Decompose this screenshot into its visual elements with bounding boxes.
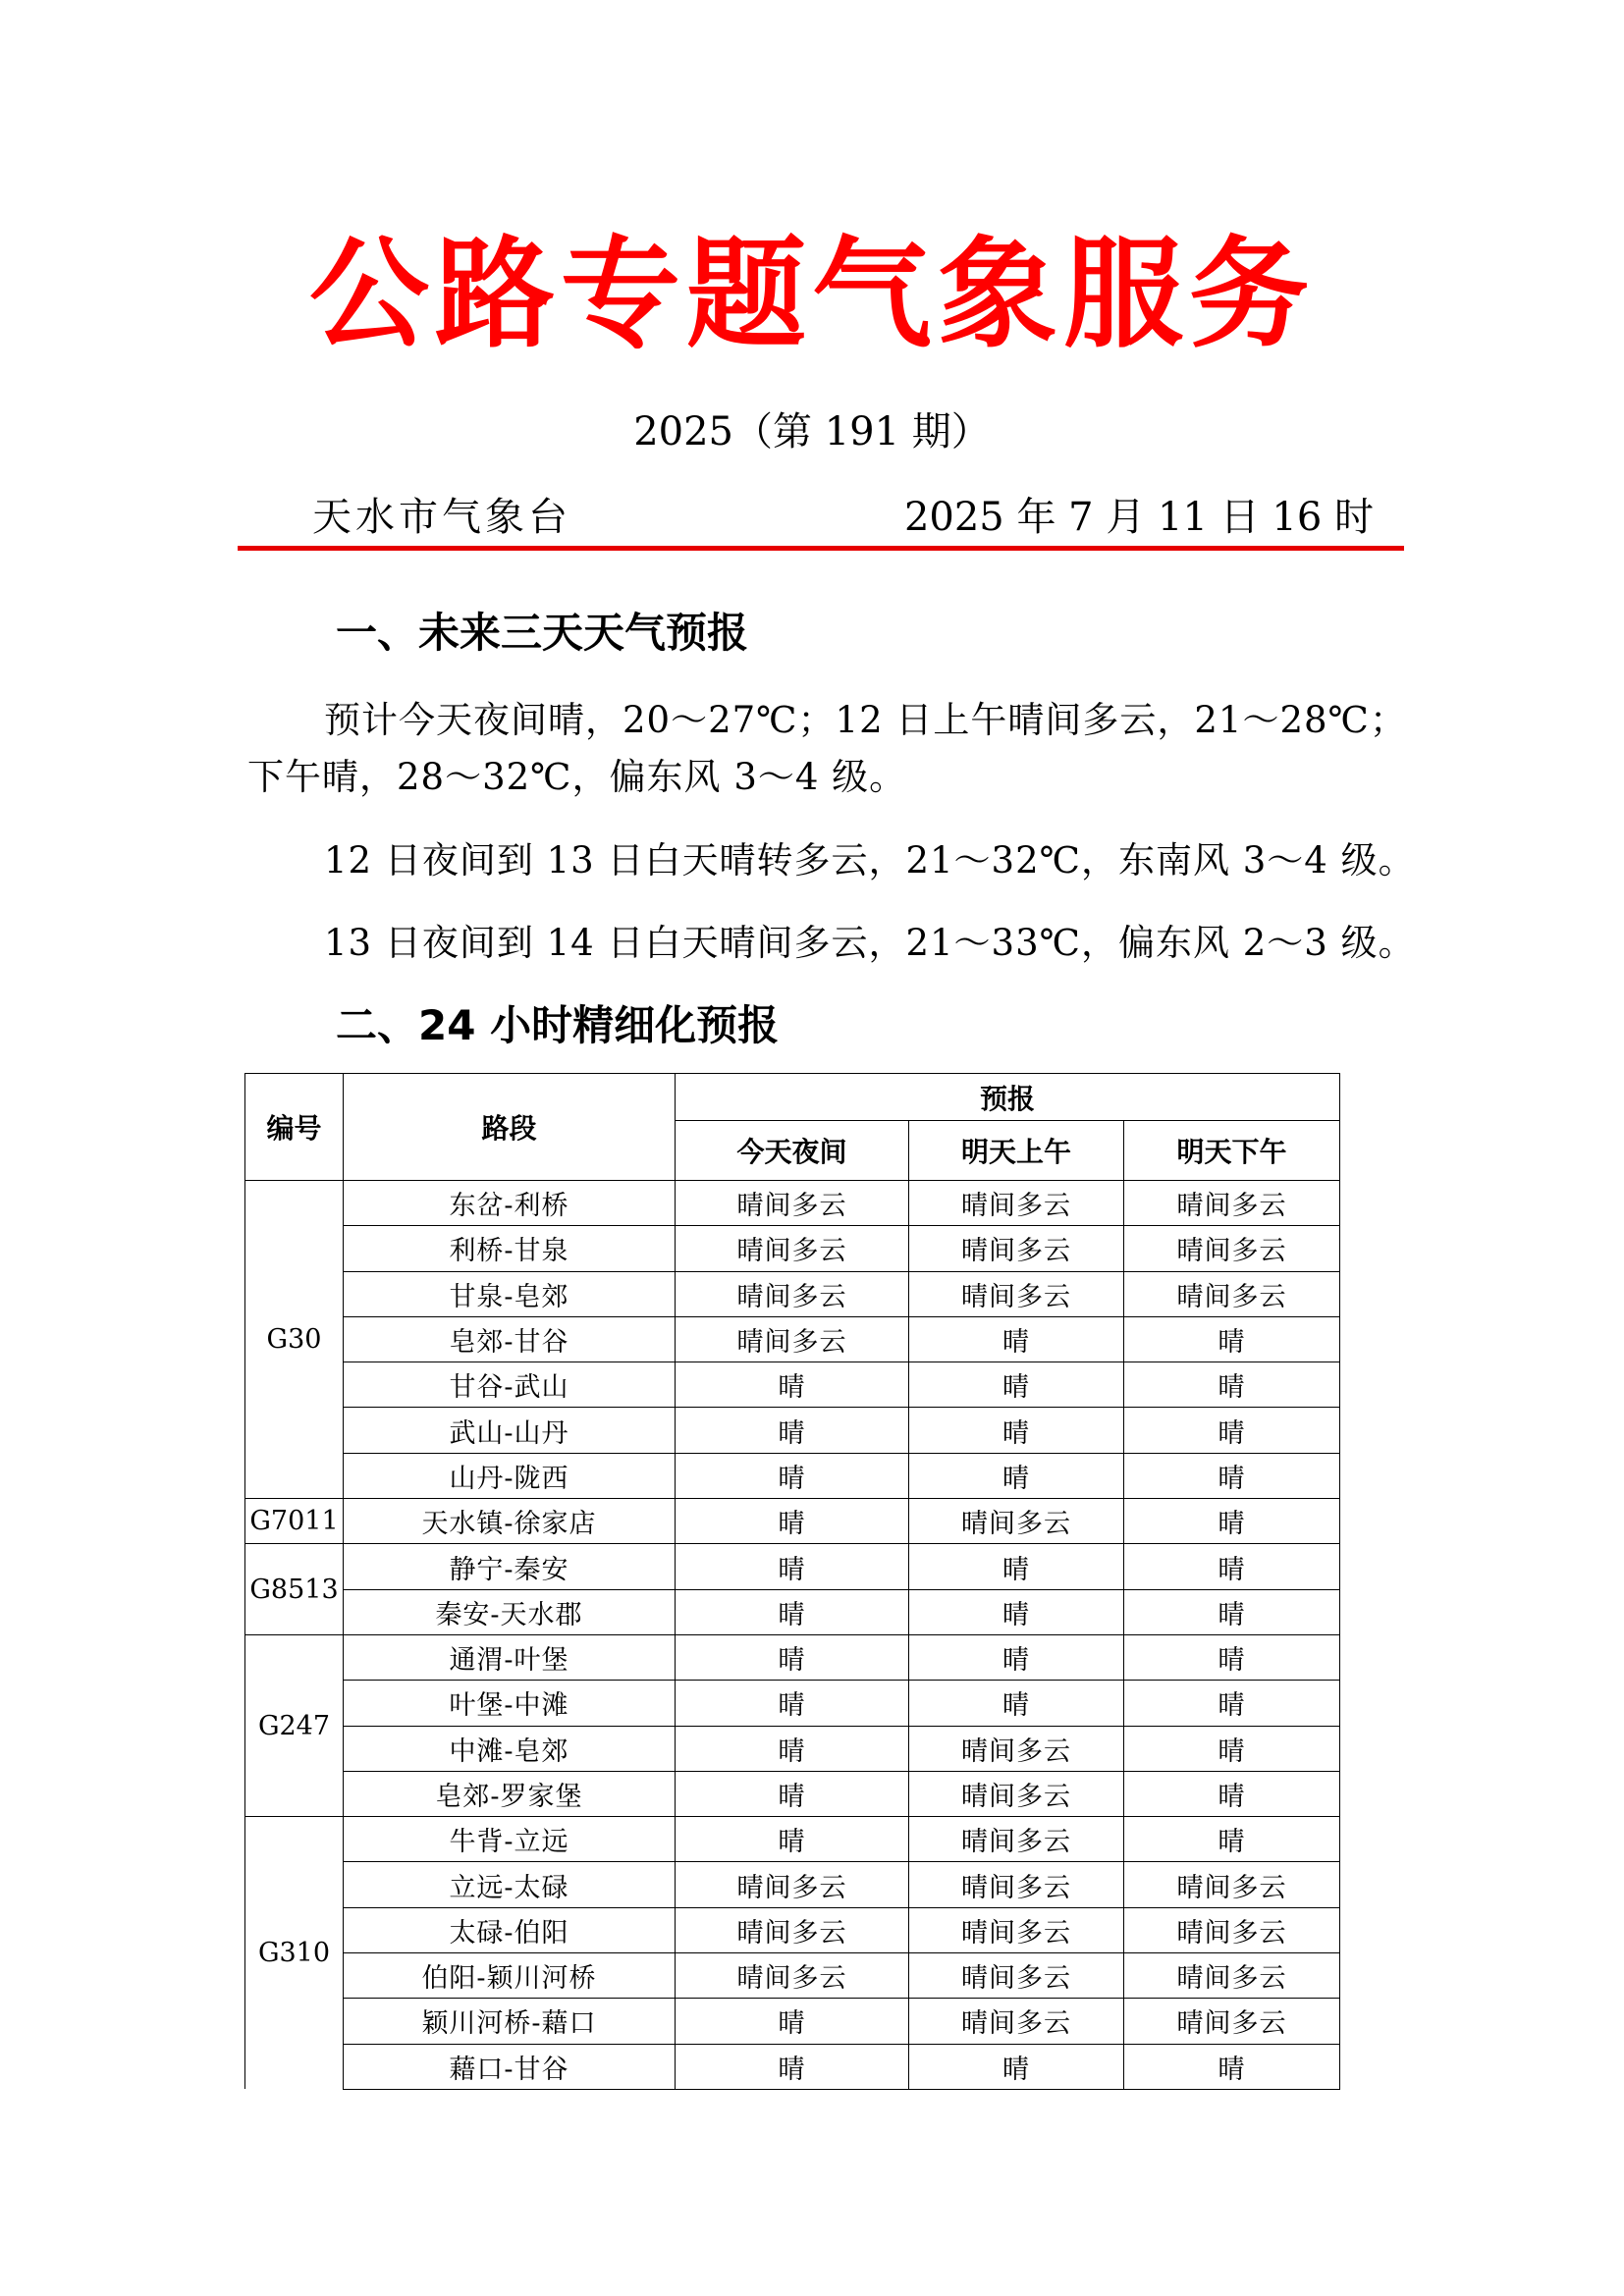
- section-heading-forecast-3day: 一、未来三天天气预报: [336, 609, 749, 657]
- header-forecast: 预报: [676, 1074, 1340, 1121]
- road-segment-cell: 通渭-叶堡: [344, 1634, 676, 1680]
- road-code-cell: G7011: [245, 1499, 344, 1544]
- tomorrow-pm-forecast-cell: 晴间多云: [1124, 1271, 1340, 1316]
- table-row: [245, 1544, 1340, 1589]
- red-divider-line: [238, 546, 1404, 551]
- tomorrow-pm-forecast-cell: 晴: [1124, 1453, 1340, 1498]
- tomorrow-pm-forecast-cell: 晴: [1124, 2044, 1340, 2089]
- table-body: [245, 1181, 1340, 2090]
- tonight-forecast-cell: 晴间多云: [676, 1181, 909, 1226]
- road-segment-cell: 秦安-天水郡: [344, 1589, 676, 1634]
- tonight-forecast-cell: 晴: [676, 1634, 909, 1680]
- road-forecast-table: [244, 1073, 1340, 2090]
- tomorrow-am-forecast-cell: 晴间多云: [909, 1226, 1124, 1271]
- tomorrow-pm-forecast-cell: 晴: [1124, 1634, 1340, 1680]
- tomorrow-am-forecast-cell: 晴: [909, 1453, 1124, 1498]
- tomorrow-am-forecast-cell: 晴间多云: [909, 1181, 1124, 1226]
- tomorrow-am-forecast-cell: 晴: [909, 1316, 1124, 1362]
- table-row: [245, 1634, 1340, 1680]
- forecast-paragraph-3: 13 日夜间到 14 日白天晴间多云，21～33℃，偏东风 2～3 级。: [324, 922, 1416, 964]
- table-row: [245, 1408, 1340, 1453]
- header-tomorrow-am: 明天上午: [909, 1121, 1124, 1181]
- tomorrow-pm-forecast-cell: 晴: [1124, 1362, 1340, 1408]
- road-segment-cell: 甘谷-武山: [344, 1362, 676, 1408]
- tonight-forecast-cell: 晴间多云: [676, 1862, 909, 1907]
- tomorrow-am-forecast-cell: 晴: [909, 1634, 1124, 1680]
- table-row: [245, 1181, 1340, 1226]
- tomorrow-am-forecast-cell: 晴间多云: [909, 1771, 1124, 1816]
- tomorrow-pm-forecast-cell: 晴间多云: [1124, 1226, 1340, 1271]
- header-code: 编号: [245, 1074, 344, 1181]
- tomorrow-am-forecast-cell: 晴间多云: [909, 1499, 1124, 1544]
- tonight-forecast-cell: 晴: [676, 1362, 909, 1408]
- road-segment-cell: 武山-山丹: [344, 1408, 676, 1453]
- road-segment-cell: 伯阳-颖川河桥: [344, 1953, 676, 1999]
- header-tomorrow-pm: 明天下午: [1124, 1121, 1340, 1181]
- tonight-forecast-cell: 晴: [676, 1726, 909, 1771]
- road-segment-cell: 藉口-甘谷: [344, 2044, 676, 2089]
- tomorrow-am-forecast-cell: 晴: [909, 1681, 1124, 1726]
- road-code-cell: G247: [245, 1634, 344, 1816]
- tonight-forecast-cell: 晴: [676, 1589, 909, 1634]
- tomorrow-pm-forecast-cell: 晴: [1124, 1771, 1340, 1816]
- tomorrow-am-forecast-cell: 晴间多云: [909, 1999, 1124, 2044]
- tomorrow-pm-forecast-cell: 晴间多云: [1124, 1999, 1340, 2044]
- tonight-forecast-cell: 晴: [676, 2044, 909, 2089]
- road-segment-cell: 山丹-陇西: [344, 1453, 676, 1498]
- tomorrow-am-forecast-cell: 晴: [909, 1589, 1124, 1634]
- issuer-name: 天水市气象台: [312, 495, 571, 540]
- section-heading-24h-forecast: 二、24 小时精细化预报: [336, 1001, 780, 1049]
- road-segment-cell: 立远-太碌: [344, 1862, 676, 1907]
- tonight-forecast-cell: 晴: [676, 1453, 909, 1498]
- forecast-paragraph-1: 预计今天夜间晴，20～27℃；12 日上午晴间多云，21～28℃；: [324, 699, 1407, 741]
- tomorrow-am-forecast-cell: 晴: [909, 1544, 1124, 1589]
- table-row: [245, 1862, 1340, 1907]
- tomorrow-am-forecast-cell: 晴间多云: [909, 1817, 1124, 1862]
- tomorrow-pm-forecast-cell: 晴: [1124, 1544, 1340, 1589]
- table-row: [245, 1681, 1340, 1726]
- header-segment: 路段: [344, 1074, 676, 1181]
- tonight-forecast-cell: 晴: [676, 1681, 909, 1726]
- tonight-forecast-cell: 晴: [676, 1408, 909, 1453]
- tomorrow-am-forecast-cell: 晴间多云: [909, 1862, 1124, 1907]
- tomorrow-am-forecast-cell: 晴: [909, 1362, 1124, 1408]
- tomorrow-am-forecast-cell: 晴: [909, 2044, 1124, 2089]
- road-segment-cell: 天水镇-徐家店: [344, 1499, 676, 1544]
- tonight-forecast-cell: 晴: [676, 1499, 909, 1544]
- road-segment-cell: 利桥-甘泉: [344, 1226, 676, 1271]
- forecast-paragraph-2: 12 日夜间到 13 日白天晴转多云，21～32℃，东南风 3～4 级。: [324, 839, 1416, 881]
- table-row: [245, 1271, 1340, 1316]
- tonight-forecast-cell: 晴: [676, 1771, 909, 1816]
- header-tonight: 今天夜间: [676, 1121, 909, 1181]
- road-segment-cell: 皂郊-甘谷: [344, 1316, 676, 1362]
- tomorrow-am-forecast-cell: 晴间多云: [909, 1907, 1124, 1952]
- table-row: [245, 1817, 1340, 1862]
- table-row: [245, 1226, 1340, 1271]
- tomorrow-pm-forecast-cell: 晴: [1124, 1408, 1340, 1453]
- tonight-forecast-cell: 晴间多云: [676, 1953, 909, 1999]
- issue-number: 2025（第 191 期）: [633, 409, 991, 454]
- forecast-paragraph-1-continued: 下午晴，28～32℃，偏东风 3～4 级。: [247, 756, 907, 798]
- tonight-forecast-cell: 晴: [676, 1999, 909, 2044]
- tonight-forecast-cell: 晴间多云: [676, 1271, 909, 1316]
- table-row: [245, 1999, 1340, 2044]
- tomorrow-pm-forecast-cell: 晴: [1124, 1817, 1340, 1862]
- tonight-forecast-cell: 晴间多云: [676, 1226, 909, 1271]
- road-segment-cell: 甘泉-皂郊: [344, 1271, 676, 1316]
- tonight-forecast-cell: 晴: [676, 1817, 909, 1862]
- tomorrow-pm-forecast-cell: 晴间多云: [1124, 1907, 1340, 1952]
- road-code-cell: G310: [245, 1817, 344, 2090]
- road-segment-cell: 牛背-立远: [344, 1817, 676, 1862]
- tomorrow-pm-forecast-cell: 晴: [1124, 1589, 1340, 1634]
- table-row: [245, 1589, 1340, 1634]
- road-segment-cell: 静宁-秦安: [344, 1544, 676, 1589]
- tomorrow-pm-forecast-cell: 晴: [1124, 1726, 1340, 1771]
- document-title: 公路专题气象服务: [309, 225, 1315, 364]
- road-code-cell: G8513: [245, 1544, 344, 1635]
- tonight-forecast-cell: 晴间多云: [676, 1907, 909, 1952]
- road-segment-cell: 中滩-皂郊: [344, 1726, 676, 1771]
- tonight-forecast-cell: 晴间多云: [676, 1316, 909, 1362]
- table-row: [245, 1771, 1340, 1816]
- tomorrow-am-forecast-cell: 晴间多云: [909, 1726, 1124, 1771]
- table-row: [245, 1362, 1340, 1408]
- table-row: [245, 2044, 1340, 2089]
- tomorrow-pm-forecast-cell: 晴间多云: [1124, 1953, 1340, 1999]
- road-segment-cell: 叶堡-中滩: [344, 1681, 676, 1726]
- table-row: [245, 1953, 1340, 1999]
- tomorrow-pm-forecast-cell: 晴: [1124, 1681, 1340, 1726]
- tomorrow-am-forecast-cell: 晴间多云: [909, 1953, 1124, 1999]
- road-segment-cell: 颖川河桥-藉口: [344, 1999, 676, 2044]
- road-segment-cell: 东岔-利桥: [344, 1181, 676, 1226]
- tomorrow-pm-forecast-cell: 晴: [1124, 1316, 1340, 1362]
- road-segment-cell: 皂郊-罗家堡: [344, 1771, 676, 1816]
- table-row: [245, 1726, 1340, 1771]
- issue-date: 2025 年 7 月 11 日 16 时: [903, 495, 1374, 540]
- table-row: [245, 1316, 1340, 1362]
- tonight-forecast-cell: 晴: [676, 1544, 909, 1589]
- table-row: [245, 1907, 1340, 1952]
- tomorrow-am-forecast-cell: 晴: [909, 1408, 1124, 1453]
- road-code-cell: G30: [245, 1181, 344, 1499]
- tomorrow-pm-forecast-cell: 晴: [1124, 1499, 1340, 1544]
- table-row: [245, 1499, 1340, 1544]
- tomorrow-pm-forecast-cell: 晴间多云: [1124, 1862, 1340, 1907]
- road-segment-cell: 太碌-伯阳: [344, 1907, 676, 1952]
- tomorrow-am-forecast-cell: 晴间多云: [909, 1271, 1124, 1316]
- tomorrow-pm-forecast-cell: 晴间多云: [1124, 1181, 1340, 1226]
- table-row: [245, 1453, 1340, 1498]
